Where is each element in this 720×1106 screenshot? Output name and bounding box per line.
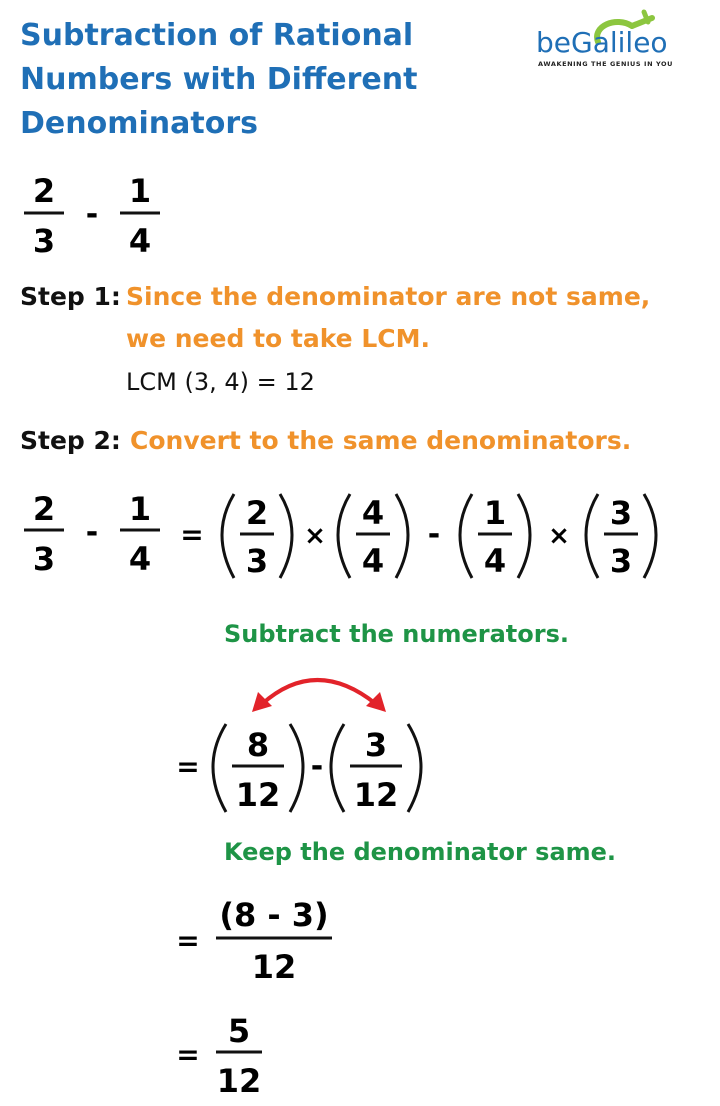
step1-label: Step 1: <box>20 282 121 311</box>
conv-a-num: 2 <box>245 494 269 532</box>
step2-text: Convert to the same denominators. <box>130 426 632 455</box>
conv-c-den: 4 <box>483 542 507 580</box>
conv-b-den: 4 <box>361 542 385 580</box>
conv-left-f2-den: 4 <box>128 540 152 578</box>
sub-b-num: 3 <box>364 726 388 764</box>
step1-lcm: LCM (3, 4) = 12 <box>126 368 315 396</box>
conv-left-minus: - <box>85 515 99 550</box>
logo-tagline: AWAKENING THE GENIUS IN YOU <box>538 60 674 68</box>
conversion-expression <box>14 490 714 590</box>
result-equals: = <box>176 1038 200 1071</box>
double-arrow-icon <box>240 660 400 720</box>
page-title: Subtraction of Rational Numbers with Different Denominators <box>20 18 418 141</box>
problem-f2-num: 1 <box>128 172 152 210</box>
combined-den: 12 <box>251 948 297 984</box>
logo-brand: beGalileo <box>536 26 668 59</box>
conv-minus: - <box>427 517 441 552</box>
conv-left-f2-num: 1 <box>128 490 152 528</box>
conv-equals: = <box>180 518 204 551</box>
conv-b-num: 4 <box>361 494 385 532</box>
sub-a-num: 8 <box>246 726 270 764</box>
subtracted-expression <box>170 720 430 820</box>
result-den: 12 <box>216 1062 262 1100</box>
sub-b-den: 12 <box>353 776 399 814</box>
conv-times-1: × <box>304 521 326 551</box>
problem-minus: - <box>85 197 99 232</box>
step2-label: Step 2: <box>20 426 121 455</box>
sub-minus: - <box>310 749 324 784</box>
conv-a-den: 3 <box>245 542 269 580</box>
problem-f2-den: 4 <box>128 222 152 260</box>
conv-times-2: × <box>548 521 570 551</box>
combined-expression <box>170 884 350 984</box>
conv-left-f1-den: 3 <box>32 540 56 578</box>
problem-f1-den: 3 <box>32 222 56 260</box>
note-subtract: Subtract the numerators. <box>224 620 569 648</box>
sub-equals: = <box>176 750 200 783</box>
conv-d-num: 3 <box>609 494 633 532</box>
result-num: 5 <box>227 1012 251 1050</box>
problem-expression <box>14 168 174 260</box>
step1-text-line2: we need to take LCM. <box>126 324 430 353</box>
brand-logo <box>536 8 712 78</box>
problem-f1-num: 2 <box>32 172 56 210</box>
result-expression <box>170 1006 290 1102</box>
step1-text-line1: Since the denominator are not same, <box>126 282 651 311</box>
combined-num: (8 - 3) <box>219 896 329 934</box>
note-keep: Keep the denominator same. <box>224 838 617 866</box>
conv-left-f1-num: 2 <box>32 490 56 528</box>
combined-equals: = <box>176 924 200 957</box>
sub-a-den: 12 <box>235 776 281 814</box>
conv-d-den: 3 <box>609 542 633 580</box>
conv-c-num: 1 <box>483 494 507 532</box>
